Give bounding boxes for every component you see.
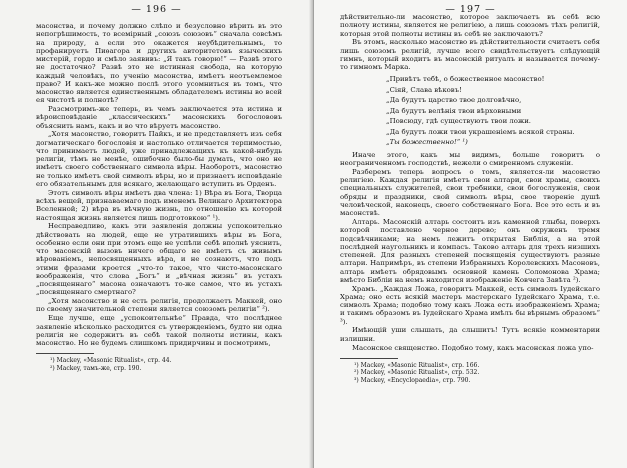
verse-line: „Повсюду, гдѣ существуютъ твои ложи. bbox=[386, 117, 531, 126]
verse-line: „Сіяй, Слава вѣковъ! bbox=[386, 85, 462, 94]
quote-paragraph: „Хотя масонство, говоритъ Пайкъ, и не представляетъ изъ себя догматическаго богословія и настолько отличается терпимостью, что принимаетъ людей, уже принадлежащихъ къ какой-нибудь религіи, тѣмъ не менѣе, ошибочно было-бы думать, что оно не имѣетъ своего собственнаго символа вѣры. Наоборотъ, масонство не только имѣетъ свой символъ вѣры, но и признаетъ исповѣданіе его обязательнымъ для всякаго, желающаго вступить въ Орденъ. bbox=[36, 130, 282, 188]
footnote-divider bbox=[340, 358, 398, 359]
footnote: ¹) Mackey, «Masonic Ritualist», стр. 44. bbox=[50, 357, 172, 365]
paragraph: масонства, и почему должно слѣпо и безусловно вѣрить въ это непогрѣшимость, то всемiрный „союзъ союзовъ“ сначала совсѣмъ на природу, а если это окажется неубѣдительнымъ, то профанируетъ Пиѳагора и другихъ авторитетовъ языческихъ мистерій, гордо и смѣло заявивъ: „Я такъ говорю!“ — Развѣ этого не достаточно? Развѣ это не истинная свобода, на которую каждый человѣкъ, по ученію масонства, имѣетъ неотъемлемое право? И какъ-же можно послѣ этого усомниться въ томъ, что масонство является единственнымъ обладателемъ истины во всей ея чистотѣ и полнотѣ? bbox=[36, 22, 282, 105]
paragraph: дѣйствительно-ли масонство, которое заключаетъ въ себѣ всю полноту истины, является не религіею, а лишь союзомъ тѣхъ религій, которыя этой полноты истины въ себѣ не заключаютъ? bbox=[340, 13, 600, 38]
footnote: ²) Mackey, «Masonic Ritualist», стр. 532. bbox=[354, 369, 480, 377]
right-page bbox=[314, 0, 627, 468]
paragraph: Несправедливо, какъ эти заявленія должны успокоительно дѣйствовать на людей, еще не утратившихъ вѣры въ Бога, особенно если они при этомъ еще не успѣли себѣ вполнѣ уяснить, что масонскій вызовъ ничего общаго не имѣетъ съ живымъ вѣрованіемъ, непосвященныхъ вѣра, и не сознаютъ, что подъ этими фразами кроется „что-то такое, что чисто-масонскаго воображенія, что слова „Богъ“ и „вѣчная жизнь“ въ устахъ „посвященнаго“ масона означаютъ то-же самое, что въ устахъ „посвященнаго смертнаго? bbox=[36, 222, 282, 297]
paragraph: Храмъ. „Каждая Ложа, говоритъ Маккей, есть символъ Іудейскаго Храма; оно есть всякій мастеръ мастерскаго Іудейскаго Храма, т.е. символъ Храма; подобно тому какъ Ложа есть изображеніемъ Храма; и такимъ образомъ въ Іудейскаго Храма имѣлъ бы вѣрнымъ образомъ“ ³). bbox=[340, 284, 600, 326]
page-number: — 196 — bbox=[131, 4, 182, 15]
verse-line: „Привѣтъ тебѣ, о божественное масонство! bbox=[386, 75, 545, 84]
verse-line: „Да будутъ велѣнія твои вѣрховными bbox=[386, 106, 522, 115]
paragraph: Разсмотримъ-же теперь, въ чемъ заключается эта истина и вѣроисповѣданіе „классическихъ“ масонскихъ богослововъ объяснить намъ, какъ и во что вѣруетъ масонство. bbox=[36, 105, 282, 130]
left-page bbox=[0, 0, 313, 468]
paragraph: Алтарь. Масонскій алтарь состоитъ изъ каменной глыбы, поверхъ которой поставлено черное дерево; онъ окруженъ тремя подсвѣчниками; на немъ лежитъ открытая Библія, а на этой послѣдней наугольникъ и компасъ. Таково алтарь для трехъ низшихъ степеней. Для разныхъ степеней посвященія существуютъ разные алтари. Напримѣръ, въ степени Избранныхъ Королевскихъ Масоновъ, алтарь имѣетъ обрядовымъ основной камень Соломонова Храма; вмѣсто Библіи на немъ находится изображеніе Ковчега Завѣта ²). bbox=[340, 218, 600, 284]
verse-line: „Ты божественно!“ ¹) bbox=[386, 138, 468, 147]
page-number: — 197 — bbox=[445, 4, 496, 15]
text-column bbox=[340, 13, 600, 385]
verse-line: „Да будутъ царство твое долговѣчно, bbox=[386, 96, 522, 105]
hymn-verse bbox=[340, 74, 600, 148]
paragraph: Въ этомъ, насколько масонство въ дѣйствительности считаетъ себя лишь союзомъ религій, лучше всего свидѣтельствуетъ слѣдующій гимнъ, который входитъ въ масонскій ритуалъ и называется почему-то гимномъ Марка. bbox=[340, 38, 600, 72]
paragraph: Разберемъ теперь вопросъ о томъ, является-ли масонство религіею. Каждая религія имѣетъ свои алтари, свои храмы, своихъ специальныхъ служителей, свои требники, свои богослуженія, свои обряды и праздники, свой символъ вѣры, свое твореніе душѣ человѣческой, наконецъ, своего собственнаго Бога. Все это есть и въ масонствѣ. bbox=[340, 167, 600, 218]
footnote: ²) Mackey, тамъ-же, стр. 190. bbox=[50, 364, 142, 372]
footnote: ¹) Mackey, «Masonic Ritualist», стр. 166. bbox=[354, 361, 480, 369]
paragraph: Имѣющій уши слышать, да слышитъ! Тутъ всякіе комментарии излишни. bbox=[340, 326, 600, 343]
paragraph: Еще лучше, еще „успокоительнѣе“ Правда, что послѣднее заявленіе нѣсколько расходится съ утвержденіемъ, будто ни одна религія не содержитъ въ себѣ такой полноты истины, какъ масонство. Но не будемъ слишкомъ придирчивы и посмотримъ, bbox=[36, 314, 282, 348]
paragraph: Этотъ символъ вѣры имѣетъ два члена: 1) Вѣра въ Бога, Творца всѣхъ вещей, признаваемаго подъ именемъ Великаго Архитектора Вселенной; 2) вѣра въ вѣчную жизнь, по отношенію къ которой настоящая жизнь является лишь подготовкою“ ¹). bbox=[36, 188, 282, 222]
paragraph: Иначе этого, какъ мы видимъ, больше говоритъ о неограниченномъ господствѣ, нежели о смиренномъ служеніи. bbox=[340, 150, 600, 168]
verse-line: „Да будутъ ложи твои украшеніемъ всякой страны. bbox=[386, 127, 575, 136]
text-column bbox=[36, 22, 282, 373]
paragraph: Масонское священство. Подобно тому, какъ масонская ложа упо- bbox=[352, 343, 594, 352]
footnote: ³) Mackey, «Encyclopaedia», стр. 790. bbox=[354, 377, 471, 384]
footnote-divider bbox=[36, 353, 94, 354]
quote-paragraph: „Хотя масонство и не есть религія, продолжаетъ Маккей, оно по своему значительной степени является союзомъ религіи“ ²). bbox=[36, 297, 282, 314]
